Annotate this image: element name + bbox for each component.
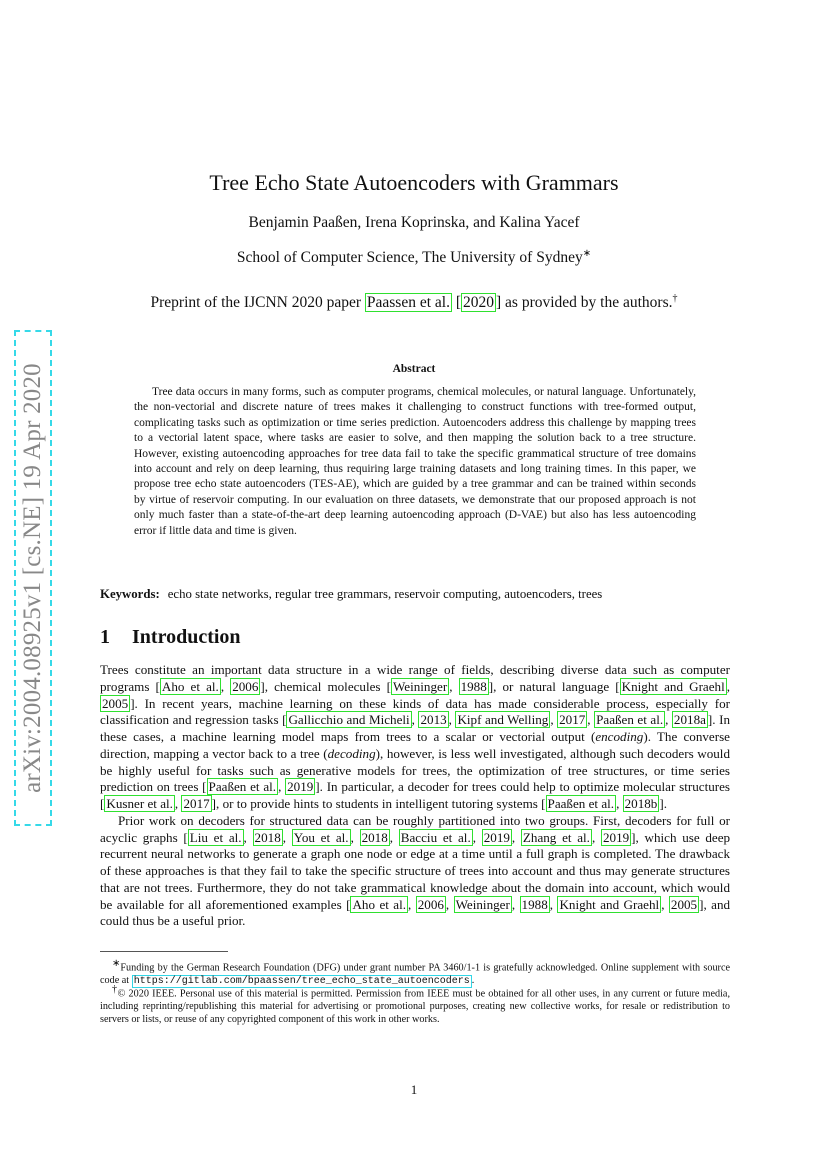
citation-link[interactable]: 2006 — [417, 896, 444, 912]
citation-link[interactable]: 2018 — [254, 829, 281, 845]
text-run: , — [445, 896, 454, 912]
section-title: Introduction — [132, 626, 241, 648]
preprint-note — [0, 293, 828, 312]
text-run: ]. In particular, a decoder for trees could help to optimize molecular structures [ — [100, 779, 731, 811]
citation-link[interactable]: Aho et al. — [352, 896, 407, 912]
text-run: , — [472, 829, 482, 845]
citation-link[interactable]: 2019 — [287, 779, 314, 795]
arxiv-watermark[interactable] — [14, 330, 52, 826]
text-run: , — [449, 678, 459, 694]
citation-link[interactable]: Zhang et al. — [522, 829, 590, 845]
footnote-rule — [100, 951, 228, 952]
citation-link[interactable]: Weininger — [392, 678, 448, 694]
footnote-copyright — [100, 984, 730, 1026]
preprint-footnote-mark[interactable]: † — [672, 293, 678, 304]
text-run: , — [616, 796, 623, 811]
citation-link[interactable]: Paaßen et al. — [596, 712, 664, 728]
citation-link[interactable]: Aho et al. — [161, 678, 219, 694]
text-run: , — [549, 896, 558, 912]
affiliation-footnote-mark[interactable]: ∗ — [582, 248, 592, 259]
footnote-text: © 2020 IEEE. Personal use of this material is permitted. Permission from IEEE must be obtained for all other uses, in any current or future media, including reprinting/republishing this material for advertising or promotional purposes, creating new collective works, for resale or redistribution to servers or lists, or reuse of any copyrighted component of this work in other works. — [100, 988, 730, 1025]
text-run: ]. In these cases, a machine learning model maps from trees to a scalar or vectorial output ( — [100, 712, 730, 744]
preprint-text: ] as provided by the authors. — [496, 294, 673, 312]
citation-link[interactable]: 2019 — [483, 829, 510, 845]
arxiv-id[interactable]: arXiv:2004.08925v1 [cs.NE] 19 Apr 2020 — [19, 363, 46, 793]
supplement-url-link[interactable]: https://gitlab.com/bpaassen/tree_echo_state_autoencoders — [133, 975, 470, 987]
abstract-text: Tree data occurs in many forms, such as computer programs, chemical molecules, or natural language. Unfortunately, the non-vectorial and discrete nature of trees makes it challenging to construct functions with tree-formed output, complicating tasks such as optimization or time series prediction. Autoencoders address this challenge by mapping trees to a vectorial latent space, where tasks are easier to solve, and then mapping the solution back to a tree structure. However, existing autoencoding approaches for tree data fail to take the specific grammatical structure of tree domains into account and rely on deep learning, thus requiring large training datasets and long training times. In this paper, we propose tree echo state autoencoders (TES-AE), which are guided by a tree grammar and can be trained within seconds by virtue of reservoir computing. In our evaluation on three datasets, we demonstrate that our proposed approach is not only much faster than a state-of-the-art deep learning autoencoding approach (D-VAE) but also has less autoencoding error if little data and time is given. — [134, 386, 696, 537]
text-run: , — [278, 779, 286, 795]
citation-link[interactable]: 2018a — [673, 712, 706, 728]
text-run: ], or to provide hints to students in intelligent tutoring systems [ — [211, 796, 546, 811]
text-run: Prior work on decoders for structured data can be roughly partitioned into two groups. First, decoders for full or acyclic graphs [ — [100, 812, 730, 845]
section-heading — [100, 626, 241, 649]
text-run: , — [411, 712, 419, 728]
text-run: , — [550, 712, 558, 728]
text-run: Trees constitute an important data structure in a wide range of fields, describing diverse data such as computer programs [ — [100, 662, 730, 694]
emphasis: decoding — [327, 745, 376, 761]
citation-link[interactable]: 2013 — [420, 712, 447, 728]
intro-paragraph-2 — [100, 813, 730, 930]
citation-link[interactable]: Weininger — [455, 896, 510, 912]
text-run: ], which use deep recurrent neural networks to generate a graph one node or edge at a time until a full graph is completed. The drawback of these approaches is that they fail to take the specific structure of trees into account and thus may generate structures that are not trees. Furthermore, they do not take grammatical knowledge about the domain into account, which would be available for all aforementioned examples [ — [100, 829, 731, 912]
text-run: , — [174, 796, 182, 811]
text-run: , — [448, 712, 456, 728]
section-number: 1 — [100, 626, 110, 648]
text-run: ], chemical molecules [ — [260, 678, 391, 694]
text-run: ). The converse direction, mapping a vector back to a tree ( — [100, 729, 730, 761]
affiliation-text: School of Computer Science, The University of Sydney — [236, 249, 583, 267]
text-run: , — [665, 712, 672, 728]
text-run: , — [389, 829, 399, 845]
text-run: ]. In recent years, machine learning on these kinds of data has made considerable process, especially for classification and regression tasks [ — [100, 695, 730, 728]
intro-paragraph-1 — [100, 662, 730, 813]
text-run: , — [591, 829, 601, 845]
citation-link[interactable]: Bacciu et al. — [400, 829, 471, 845]
text-run: , — [511, 896, 520, 912]
citation-link[interactable]: 2005 — [670, 896, 698, 912]
text-run: ]. — [659, 796, 667, 811]
citation-link[interactable]: Knight and Graehl — [621, 678, 725, 694]
citation-link[interactable]: 1988 — [460, 678, 487, 694]
citation-link[interactable]: 2017 — [183, 796, 210, 811]
author-list: Benjamin Paaßen, Irena Koprinska, and Kalina Yacef — [248, 214, 580, 231]
preprint-text: Preprint of the IJCNN 2020 paper — [150, 294, 365, 312]
text-run: , — [661, 896, 669, 912]
citation-link[interactable]: 1988 — [521, 896, 548, 912]
citation-link[interactable]: 2006 — [232, 678, 259, 694]
page-number: 1 — [410, 1082, 418, 1097]
citation-link[interactable]: Paaßen et al. — [208, 779, 277, 795]
footnote-end: . — [471, 974, 475, 986]
citation-link[interactable]: Liu et al. — [189, 829, 242, 845]
footnote-mark: † — [112, 984, 118, 995]
text-run: ], and could thus be a useful prior. — [100, 896, 731, 929]
citation-link[interactable]: Kipf and Welling — [457, 712, 549, 728]
citation-link[interactable]: 2005 — [102, 695, 129, 711]
citation-link[interactable]: Kusner et al. — [106, 796, 173, 811]
text-run: , — [408, 896, 416, 912]
citation-link[interactable]: Paassen et al. — [366, 294, 450, 312]
emphasis: encoding — [595, 729, 644, 744]
citation-link[interactable]: 2020 — [463, 294, 494, 312]
text-run: , — [282, 829, 292, 845]
text-run: , — [350, 829, 360, 845]
introduction-body — [100, 662, 730, 930]
citation-link[interactable]: Knight and Graehl — [559, 896, 660, 912]
citation-link[interactable]: You et al. — [293, 829, 349, 845]
bracket: [ — [451, 294, 461, 312]
keywords — [100, 587, 740, 602]
abstract-heading: Abstract — [392, 363, 436, 375]
text-run: , — [511, 829, 521, 845]
text-run: , — [726, 678, 731, 694]
citation-link[interactable]: 2018 — [361, 829, 388, 845]
text-run: , — [587, 712, 595, 728]
paper-title: Tree Echo State Autoencoders with Grammars — [209, 170, 619, 195]
affiliation — [0, 248, 828, 267]
citation-link[interactable]: Gallicchio and Micheli — [288, 712, 410, 728]
citation-link[interactable]: 2018b — [624, 796, 658, 811]
text-run: ), however, is less well investigated, although such decoders would be highly useful for tasks such as generative models for trees, the optimization of tree structures, or time series prediction on trees [ — [100, 745, 730, 795]
citation-link[interactable]: 2019 — [602, 829, 630, 845]
citation-link[interactable]: Paaßen et al. — [547, 796, 615, 811]
keywords-list: echo state networks, regular tree grammars, reservoir computing, autoencoders, trees — [167, 587, 603, 601]
footnote-mark: ∗ — [112, 958, 121, 969]
keywords-label: Keywords: — [100, 587, 160, 601]
text-run: ], or natural language [ — [488, 678, 620, 694]
text-run: , — [243, 829, 253, 845]
citation-link[interactable]: 2017 — [559, 712, 586, 728]
text-run: , — [220, 678, 231, 694]
footnote-text: Funding by the German Research Foundation (DFG) under grant number PA 3460/1-1 is gratefully acknowledged. Online supplement with source code at — [100, 962, 730, 986]
